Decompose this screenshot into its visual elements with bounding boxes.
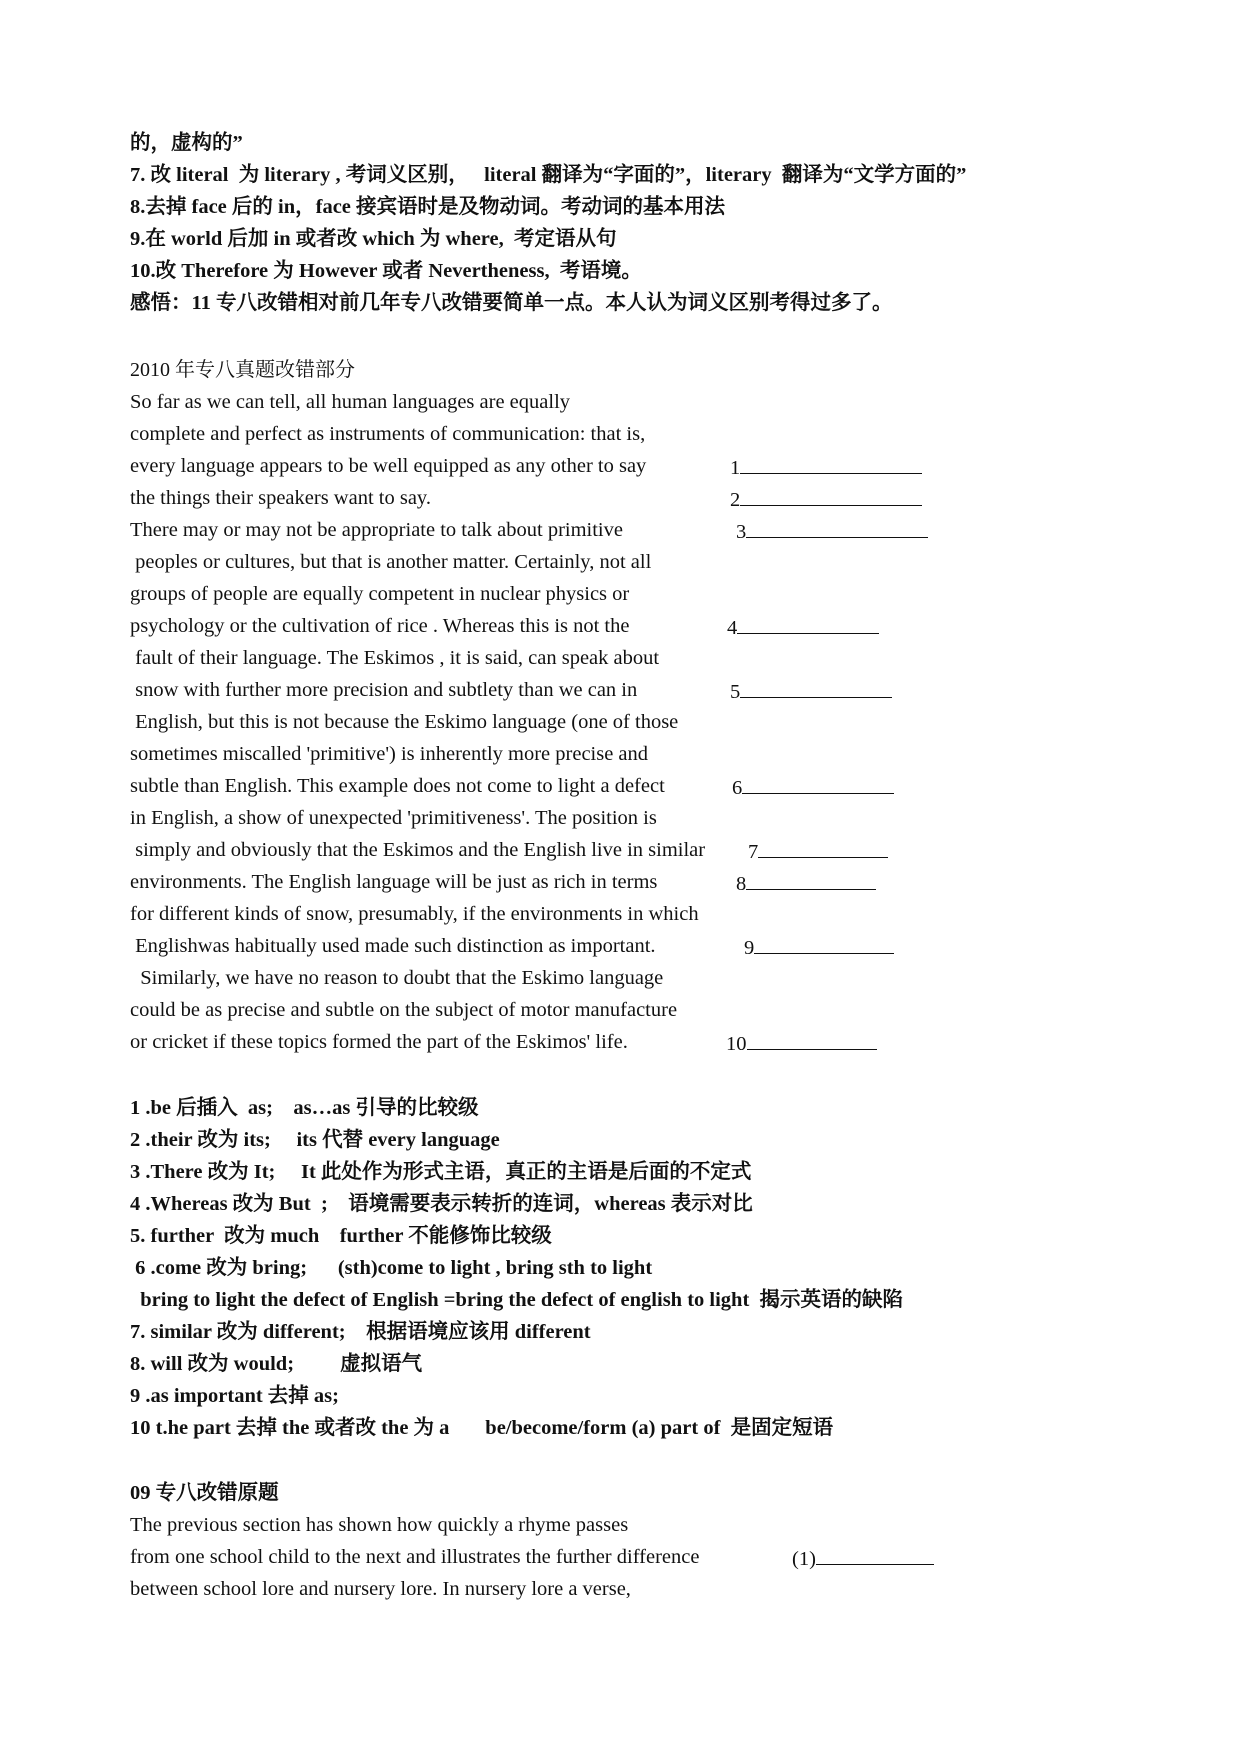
answer-blank-4[interactable] <box>727 611 879 643</box>
passage-line: peoples or cultures, but that is another matter. Certainly, not all <box>130 551 652 573</box>
blank-number: 5 <box>730 681 741 703</box>
blank-number: 8 <box>736 873 747 895</box>
blank-number: 1 <box>730 457 741 479</box>
answer-line: 4 .Whereas 改为 But ; 语境需要表示转折的连词，whereas 表示对比 <box>130 1193 753 1215</box>
passage-line: groups of people are equally competent in nuclear physics or <box>130 583 630 605</box>
blank-number: 9 <box>744 937 755 959</box>
answer-line: 5. further 改为 much further 不能修饰比较级 <box>130 1225 552 1247</box>
answer-blank-1[interactable] <box>730 451 922 483</box>
passage-line: every language appears to be well equipped as any other to say <box>130 455 647 477</box>
passage-line: English, but this is not because the Eskimo language (one of those <box>130 711 679 733</box>
answer-blank-2[interactable] <box>730 483 922 515</box>
answer-line: 2 .their 改为 its; its 代替 every language <box>130 1129 500 1151</box>
passage-line: complete and perfect as instruments of communication: that is, <box>130 423 646 445</box>
answer-line: 3 .There 改为 It; It 此处作为形式主语，真正的主语是后面的不定式 <box>130 1161 752 1183</box>
answer-blank-7[interactable] <box>748 835 888 867</box>
blank-number: 3 <box>736 521 747 543</box>
passage-line: Similarly, we have no reason to doubt that the Eskimo language <box>130 967 664 989</box>
top-answer-line: 9.在 world 后加 in 或者改 which 为 where, 考定语从句 <box>130 228 617 250</box>
passage-line: or cricket if these topics formed the part of the Eskimos' life. <box>130 1031 628 1053</box>
blank-number: 4 <box>727 617 738 639</box>
answer-blank-3[interactable] <box>736 515 928 547</box>
answer-blank-09-1[interactable] <box>792 1542 934 1574</box>
answer-line: 9 .as important 去掉 as; <box>130 1385 339 1407</box>
passage-line: sometimes miscalled 'primitive') is inherently more precise and <box>130 743 649 765</box>
passage-line: So far as we can tell, all human languages are equally <box>130 391 571 413</box>
passage-line: snow with further more precision and subtlety than we can in <box>130 679 638 701</box>
passage-line: The previous section has shown how quickly a rhyme passes <box>130 1514 629 1536</box>
section-2010-heading: 2010 年专八真题改错部分 <box>130 359 355 381</box>
answer-line: 7. similar 改为 different; 根据语境应该用 different <box>130 1321 591 1343</box>
passage-line: simply and obviously that the Eskimos and the English live in similar <box>130 839 706 861</box>
blank-number: 7 <box>748 841 759 863</box>
answer-blank-5[interactable] <box>730 675 892 707</box>
blank-number: 10 <box>726 1033 747 1055</box>
passage-line: Englishwas habitually used made such distinction as important. <box>130 935 656 957</box>
passage-line: between school lore and nursery lore. In nursery lore a verse, <box>130 1578 631 1600</box>
top-answer-line: 7. 改 literal 为 literary , 考词义区别， literal 翻译为“字面的”，literary 翻译为“文学方面的” <box>130 164 967 186</box>
section-09-heading: 09 专八改错原题 <box>130 1482 279 1504</box>
answer-line: 1 .be 后插入 as; as…as 引导的比较级 <box>130 1097 479 1119</box>
top-answer-line: 10.改 Therefore 为 However 或者 Nevertheness, 考语境。 <box>130 260 642 282</box>
blank-number: (1) <box>792 1548 816 1570</box>
answer-blank-9[interactable] <box>744 931 894 963</box>
passage-line: psychology or the cultivation of rice . Whereas this is not the <box>130 615 630 637</box>
blank-number: 2 <box>730 489 741 511</box>
top-answer-line: 8.去掉 face 后的 in，face 接宾语时是及物动词。考动词的基本用法 <box>130 196 726 218</box>
passage-line: the things their speakers want to say. <box>130 487 431 509</box>
passage-line: fault of their language. The Eskimos , it is said, can speak about <box>130 647 660 669</box>
passage-line: in English, a show of unexpected 'primitiveness'. The position is <box>130 807 657 829</box>
answer-line: 10 t.he part 去掉 the 或者改 the 为 a be/become/form (a) part of 是固定短语 <box>130 1417 834 1439</box>
top-answer-line: 的，虚构的” <box>130 132 243 154</box>
passage-line: could be as precise and subtle on the subject of motor manufacture <box>130 999 678 1021</box>
passage-line: for different kinds of snow, presumably, if the environments in which <box>130 903 699 925</box>
answer-line: 8. will 改为 would; 虚拟语气 <box>130 1353 423 1375</box>
answer-blank-8[interactable] <box>736 867 876 899</box>
passage-line: environments. The English language will be just as rich in terms <box>130 871 658 893</box>
answer-line: bring to light the defect of English =bring the defect of english to light 揭示英语的缺陷 <box>130 1289 904 1311</box>
passage-line: from one school child to the next and illustrates the further difference <box>130 1546 700 1568</box>
blank-number: 6 <box>732 777 743 799</box>
answer-blank-10[interactable] <box>726 1027 877 1059</box>
top-answer-line: 感悟：11 专八改错相对前几年专八改错要简单一点。本人认为词义区别考得过多了。 <box>130 292 893 314</box>
answer-blank-6[interactable] <box>732 771 894 803</box>
passage-line: There may or may not be appropriate to talk about primitive <box>130 519 623 541</box>
answer-line: 6 .come 改为 bring; (sth)come to light , bring sth to light <box>130 1257 653 1279</box>
passage-line: subtle than English. This example does not come to light a defect <box>130 775 665 797</box>
